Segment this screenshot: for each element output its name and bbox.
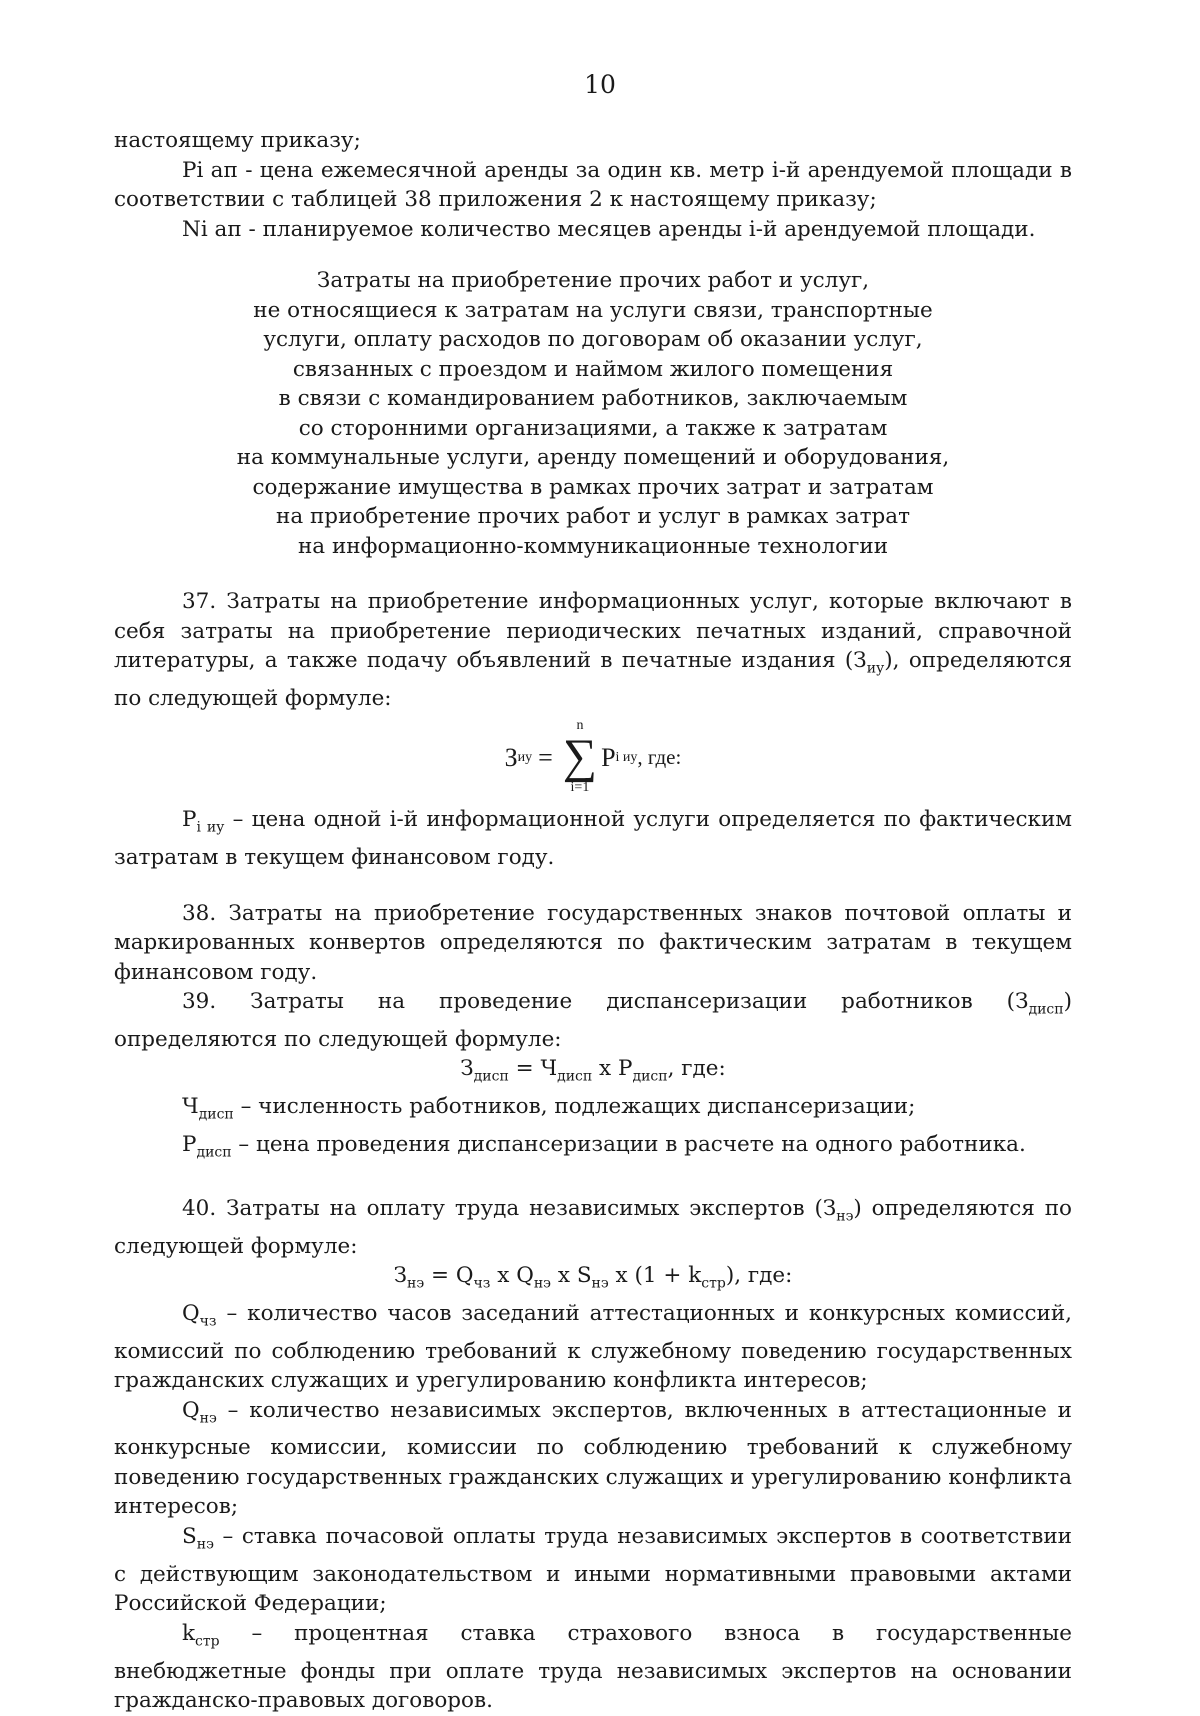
heading-line: на информационно-коммуникационные технологии [297,533,889,559]
heading-line: Затраты на приобретение прочих работ и услуг, [316,268,870,293]
sigma-symbol: n ∑ i=1 [562,718,598,796]
piiu-definition: $P_{i иу}$ – цена одной i-й информационной услуги определяется по фактическим затратам в текущем финансовом году. [114,807,1072,871]
qchz-definition: $Q_{чз}$ – количество часов заседаний аттестационных и конкурсных комиссий, комиссий по соблюдению требований к служебному поведению государственных гражданских служащих и урегулированию конфликта интересов; [114,1300,1072,1394]
section-heading [114,266,1072,561]
intro-line: настоящему приказу; [114,128,361,153]
pi-definition [114,156,1072,215]
pdisp-definition: $P_{дисп}$ – цена проведения диспансеризации в расчете на одного работника. [182,1131,1026,1161]
paragraph-39: 39. Затраты на проведение диспансеризации работников $(З_{дисп})$ определяются по следующей формуле: [114,989,1072,1052]
paragraph-38: 38. Затраты на приобретение государственных знаков почтовой оплаты и маркированных конвертов определяются по фактическим затратам в текущем финансовом году. [114,900,1072,985]
ni-text: - планируемое количество месяцев аренды i-й арендуемой площади. [241,216,1036,242]
ni-definition [114,215,1072,245]
heading-line: на коммунальные услуги, аренду помещений и оборудования, [236,445,950,470]
formula-40: $З_{нэ} = Q_{чз}$ x $Q_{нэ}$ x $S_{нэ}$ x $(1 + k_{стр})$, где: [393,1263,793,1292]
formula-37: З иу = n ∑ i=1 P i иу , где: [504,718,682,796]
document-body [114,126,1072,1716]
pi-text: - цена ежемесячной аренды за один кв. метр i-й арендуемой площади в соответствии с таблицей 38 приложения 2 к настоящему приказу; [114,157,1073,212]
paragraph-40: 40. Затраты на оплату труда независимых экспертов $(З_{нэ})$ определяются по следующей формуле: [114,1195,1072,1259]
heading-line: со сторонними организациями, а также к затратам [298,415,888,441]
kstr-definition: $k_{стр}$ – процентная ставка страхового взноса в государственные внебюджетные фонды при оплате труда независимых экспертов на основании гражданско-правовых договоров. [114,1620,1072,1714]
formula-39: $З_{дисп} = Ч_{дисп}$ x $P_{дисп}$, где: [460,1056,726,1085]
paragraph-37: 37. Затраты на приобретение информационных услуг, которые включают в себя затраты на приобретение периодических печатных изданий, справочной литературы, а также подачу объявлений в печатные издания $(З_{иу})$, определяются по следующей формуле: [114,589,1072,711]
sne-definition: $S_{нэ}$ – ставка почасовой оплаты труда независимых экспертов в соответствии с действующим законодательством и иными нормативными правовыми актами Российской Федерации; [114,1523,1072,1617]
heading-line: на приобретение прочих работ и услуг в рамках затрат [276,504,910,529]
qne-definition: $Q_{нэ}$ – количество независимых экспертов, включенных в аттестационные и конкурсные комиссии, комиссии по соблюдению требований к служебному поведению государственных гражданских служащих и урегулированию конфликта интересов; [114,1397,1072,1520]
heading-line: содержание имущества в рамках прочих затрат и затратам [252,474,934,500]
chdisp-definition: $Ч_{дисп}$ – численность работников, подлежащих диспансеризации; [182,1094,916,1123]
heading-line: услуги, оплату расходов по договорам об оказании услуг, [263,327,923,352]
heading-line: связанных с проездом и наймом жилого помещения [292,356,894,382]
pi-symbol: Pi ап [182,157,238,183]
ni-symbol: Ni ап [182,216,242,242]
page-number: 10 [584,70,616,99]
heading-line: не относящиеся к затратам на услуги связи, транспортные [253,297,933,323]
heading-line: в связи с командированием работников, заключаемым [278,386,908,411]
